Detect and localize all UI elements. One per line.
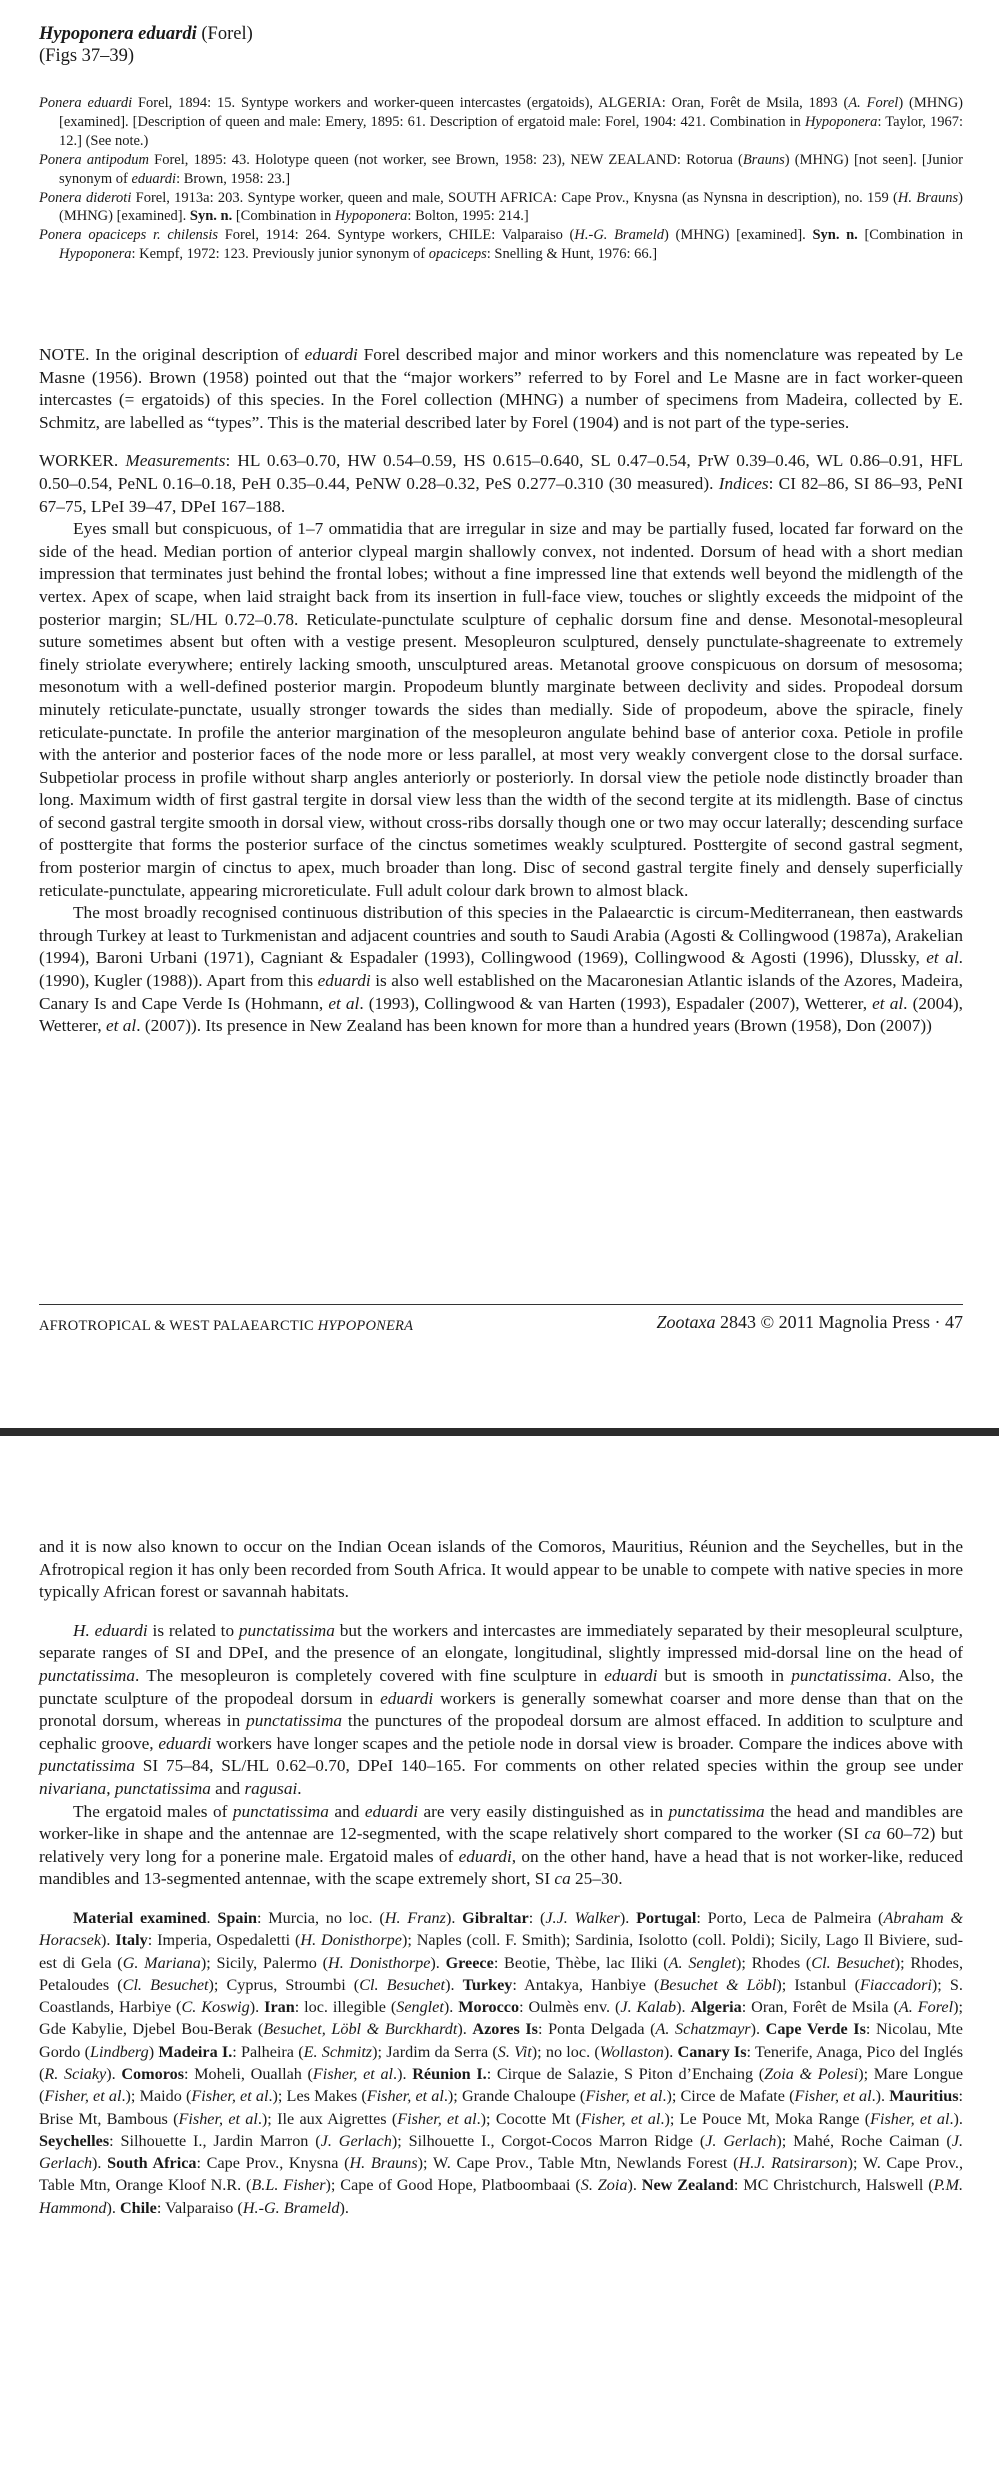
page-footer xyxy=(39,1312,963,1342)
synonymy-entry: Ponera antipodum Forel, 1895: 43. Holotype queen (not worker, see Brown, 1958: 23), NEW ZEALAND: Rotorua (Brauns) (MHNG) [not seen]. [Junior synonym of eduardi: Brown, 1958: 23.] xyxy=(39,151,964,187)
synonymy-entry: Ponera eduardi Forel, 1894: 15. Syntype workers and worker-queen intercastes (ergatoids), ALGERIA: Oran, Forêt de Msila, 1893 (A. Forel) (MHNG) [examined]. [Description of queen and male: Emery, 1895: 61. Description of ergatoid male: Forel, 1904: 421. Combination in Hypoponera: Taylor, 1967: 12.] (See note.) xyxy=(39,95,963,149)
comparison-paragraph: H. eduardi is related to punctatissima but the workers and intercastes are immediately separated by their mesopleural sculpture, separate ranges of SI and DPeI, and the presence of an elongate, longitudinal, slightly impressed mid-dorsal line on the head of punctatissima. The mesopleuron is completely covered with fine sculpture in eduardi but is smooth in punctatissima. Also, the punctate sculpture of the propodeal dorsum in eduardi workers is generally somewhat coarser and more dense than that on the pronotal dorsum, whereas in punctatissima the punctures of the propodeal dorsum are almost effaced. In addition to sculpture and cephalic groove, eduardi workers have longer scapes and the petiole node in dorsal view is broader. Compare the indices above with punctatissima SI 75–84, SL/HL 0.62–0.70, DPeI 140–165. For comments on other related species within the group see under nivariana, punctatissima and ragusai. xyxy=(39,1620,964,1798)
page1-body xyxy=(39,344,963,1038)
page2-body xyxy=(39,1536,963,2219)
page-number: 47 xyxy=(945,1312,963,1332)
species-heading xyxy=(39,23,963,67)
distribution-paragraph: The most broadly recognised continuous distribution of this species in the Palaearctic is circum-Mediterranean, then eastwards through Turkey at least to Turkmenistan and adjacent countries and south to Saudi Arabia (Agosti & Collingwood (1987a), Arakelian (1994), Baroni Urbani (1971), Cagniant & Espadaler (1993), Collingwood (1969), Collingwood & Agosti (1996), Dlussky, et al. (1990), Kugler (1988)). Apart from this eduardi is also well established on the Macaronesian Atlantic islands of the Azores, Madeira, Canary Is and Cape Verde Is (Hohmann, et al. (1993), Collingwood & van Harten (1993), Espadaler (2007), Wetterer, et al. (2004), Wetterer, et al. (2007)). Its presence in New Zealand has been known for more than a hundred years (Brown (1958), Don (2007)) xyxy=(39,903,963,1036)
figure-reference: (Figs 37–39) xyxy=(39,46,135,66)
worker-description-paragraph: Eyes small but conspicuous, of 1–7 ommatidia that are irregular in size and may be partially fused, located far forward on the side of the head. Median portion of anterior clypeal margin shallowly convex, not indented. Dorsum of head with a short median impression that terminates just behind the frontal lobes; without a fine impressed line that extends well beyond the midlength of the vertex. Apex of scape, when laid straight back from its insertion in full-face view, touches or slightly exceeds the midpoint of the posterior margin; SL/HL 0.72–0.78. Reticulate-punctulate sculpture of cephalic dorsum fine and dense. Mesonotal-mesopleural suture sometimes absent but often with a vestige present. Mesopleuron sculptured, densely punctulate-shagreenate to extremely finely striolate everywhere; entirely lacking smooth, unsculptured areas. Metanotal groove conspicuous on dorsum of mesosoma; mesonotum with a well-defined posterior margin. Propodeum bluntly marginate between declivity and sides. Propodeal dorsum minutely reticulate-punctate, usually stronger towards the sides than medially. Side of propodeum, above the spiracle, finely reticulate-punctate. In profile the anterior margination of the mesopleuron angulate behind base of anterior coxa. Petiole in profile with the anterior and posterior faces of the node more or less parallel, at most very weakly convergent close to the dorsal surface. Subpetiolar process in profile without sharp angles anteriorly or posteriorly. In dorsal view the petiole node distinctly broader than long. Maximum width of first gastral tergite in dorsal view less than the width of the second tergite at its midlength. Base of cinctus of second gastral tergite smooth in dorsal view, without cross-ribs dorsally though one or two may occur laterally; descending surface of posttergite that forms the posterior surface of the cinctus sometimes weakly sculptured. Posttergite of second gastral segment, from posterior margin of cinctus to apex, much broader than long. Disc of second gastral tergite finely and densely superficially reticulate-punctulate, appearing microreticulate. Full adult colour dark brown to almost black. xyxy=(39,519,963,900)
worker-measurements-paragraph: WORKER. Measurements: HL 0.63–0.70, HW 0.54–0.59, HS 0.615–0.640, SL 0.47–0.54, PrW 0.39–0.46, WL 0.86–0.91, HFL 0.50–0.54, PeNL 0.16–0.18, PeH 0.35–0.44, PeNW 0.28–0.32, PeS 0.277–0.310 (30 measured). Indices: CI 82–86, SI 86–93, PeNI 67–75, LPeI 39–47, DPeI 167–188. xyxy=(39,451,964,516)
running-head: AFROTROPICAL & WEST PALAEARCTIC HYPOPONERA xyxy=(39,1318,414,1334)
ergatoid-males-paragraph: The ergatoid males of punctatissima and eduardi are very easily distinguished as in punctatissima the head and mandibles are worker-like in shape and the antennae are 12-segmented, with the scape relatively short compared to the worker (SI ca 60–72) but relatively very long for a ponerine male. Ergatoid males of eduardi, on the other hand, have a head that is not worker-like, reduced mandibles and 13-segmented antennae, with the scape extremely short, SI ca 25–30. xyxy=(39,1801,964,1889)
note-paragraph: NOTE. In the original description of eduardi Forel described major and minor workers and this nomenclature was repeated by Le Masne (1956). Brown (1958) pointed out that the “major workers” referred to by Forel and Le Masne are in fact worker-queen intercastes (= ergatoids) of this species. In the Forel collection (MHNG) a number of specimens from Madeira, collected by E. Schmitz, are labelled as “types”. This is the material described later by Forel (1904) and is not part of the type-series. xyxy=(39,345,963,432)
synonymy-entry: Ponera dideroti Forel, 1913a: 203. Syntype worker, queen and male, SOUTH AFRICA: Cape Prov., Knysna (as Nynsna in description), no. 159 (H. Brauns) (MHNG) [examined]. Syn. n. [Combination in Hypoponera: Bolton, 1995: 214.] xyxy=(39,189,963,225)
species-author: (Forel) xyxy=(196,24,253,44)
synonymy-list xyxy=(39,94,963,264)
footer-rule xyxy=(39,1304,963,1305)
distribution-continued-paragraph: and it is now also known to occur on the Indian Ocean islands of the Comoros, Mauritius, Réunion and the Seychelles, but in the Afrotropical region it has only been recorded from South Africa. It would appear to be unable to compete with native species in more typically African forest or savannah habitats. xyxy=(39,1537,963,1602)
page-separator xyxy=(0,1428,999,1436)
journal-name: Zootaxa xyxy=(656,1312,716,1332)
species-name: Hypoponera eduardi xyxy=(39,24,197,44)
journal-citation: Zootaxa 2843 © 2011 Magnolia Press · 47 xyxy=(656,1312,963,1332)
synonymy-entry: Ponera opaciceps r. chilensis Forel, 1914: 264. Syntype workers, CHILE: Valparaiso (H.-G. Brameld) (MHNG) [examined]. Syn. n. [Combination in Hypoponera: Kempf, 1972: 123. Previously junior synonym of opaciceps: Snelling & Hunt, 1976: 66.] xyxy=(39,227,963,263)
material-examined-paragraph: Material examined. Spain: Murcia, no loc. (H. Franz). Gibraltar: (J.J. Walker). Portugal: Porto, Leca de Palmeira (Abraham & Horacsek). Italy: Imperia, Ospedaletti (H. Donisthorpe); Naples (coll. F. Smith); Sardinia, Isolotto (coll. Poldi); Sicily, Lago Il Biviere, sud-est di Gela (G. Mariana); Sicily, Palermo (H. Donisthorpe). Greece: Beotie, Thèbe, lac Iliki (A. Senglet); Rhodes (Cl. Besuchet); Rhodes, Petaloudes (Cl. Besuchet); Cyprus, Stroumbi (Cl. Besuchet). Turkey: Antakya, Hanbiye (Besuchet & Löbl); Istanbul (Fiaccadori); S. Coastlands, Harbiye (C. Koswig). Iran: loc. illegible (Senglet). Morocco: Oulmès env. (J. Kalab). Algeria: Oran, Forêt de Msila (A. Forel); Gde Kabylie, Djebel Bou-Berak (Besuchet, Löbl & Burckhardt). Azores Is: Ponta Delgada (A. Schatzmayr). Cape Verde Is: Nicolau, Mte Gordo (Lindberg) Madeira I.: Palheira (E. Schmitz); Jardim da Serra (S. Vit); no loc. (Wollaston). Canary Is: Tenerife, Anaga, Pico del Inglés (R. Sciaky). Comoros: Moheli, Ouallah (Fisher, et al.). Réunion I.: Cirque de Salazie, S Piton d’Enchaing (Zoia & Polesi); Mare Longue (Fisher, et al.); Maido (Fisher, et al.); Les Makes (Fisher, et al.); Grande Chaloupe (Fisher, et al.); Circe de Mafate (Fisher, et al.). Mauritius: Brise Mt, Bambous (Fisher, et al.); Ile aux Aigrettes (Fisher, et al.); Cocotte Mt (Fisher, et al.); Le Pouce Mt, Moka Range (Fisher, et al.). Seychelles: Silhouette I., Jardin Marron (J. Gerlach); Silhouette I., Corgot-Cocos Marron Ridge (J. Gerlach); Mahé, Roche Caiman (J. Gerlach). South Africa: Cape Prov., Knysna (H. Brauns); W. Cape Prov., Table Mtn, Newlands Forest (H.J. Ratsirarson); W. Cape Prov., Table Mtn, Orange Kloof N.R. (B.L. Fisher); Cape of Good Hope, Platboombaai (S. Zoia). New Zealand: MC Christchurch, Halswell (P.M. Hammond). Chile: Valparaiso (H.-G. Brameld). xyxy=(39,1908,964,2217)
